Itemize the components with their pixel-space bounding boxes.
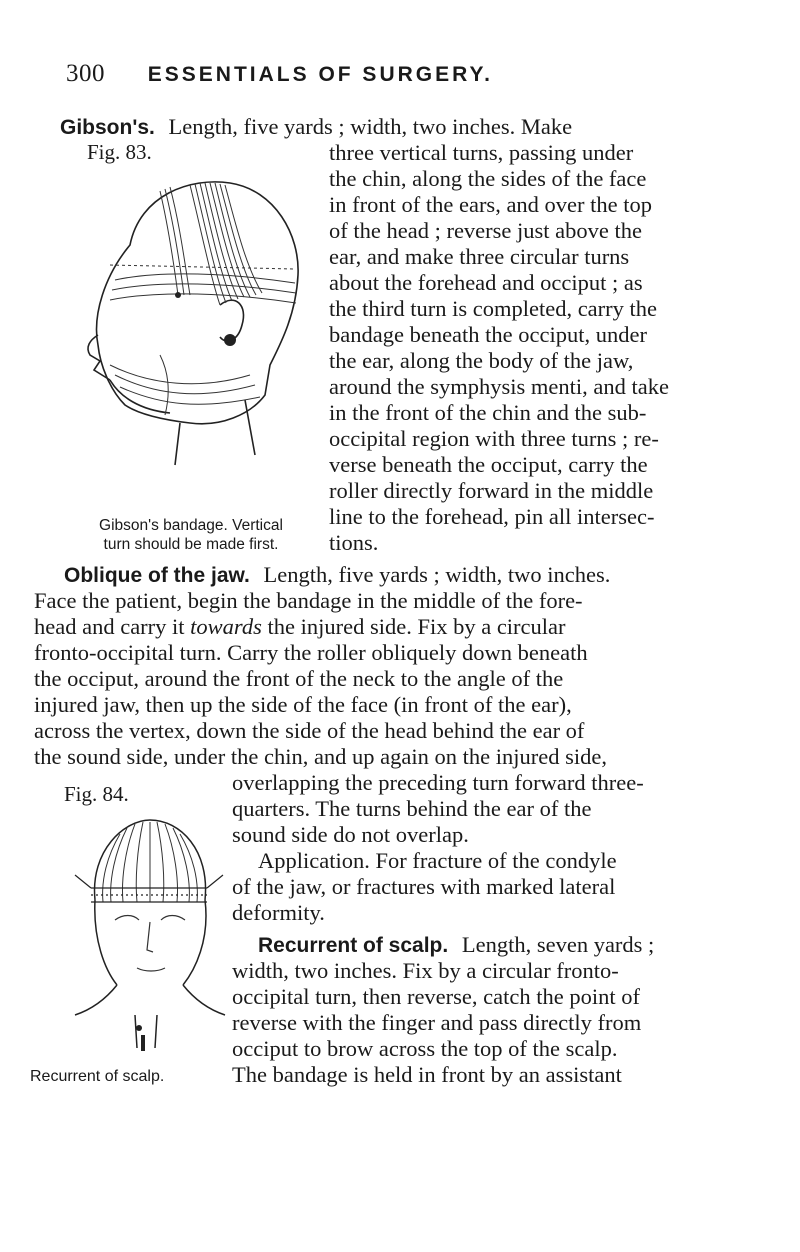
running-title: ESSENTIALS OF SURGERY. [147,63,494,86]
gibson-line-0: Length, five yards ; width, two inches. Make [168,114,573,139]
recurrent-line-1: width, two inches. Fix by a circular fronto- [232,958,619,983]
recurrent-line-5: The bandage is held in front by an assistant [232,1062,622,1087]
fig84-label: Fig. 84. [64,782,129,806]
oblique-line-first: Length, five yards ; width, two inches. [263,562,611,587]
gibson-line-11: in the front of the chin and the sub- [329,400,647,425]
running-header [66,60,493,88]
oblique-line-7: across the vertex, down the side of the head behind the ear of [34,718,585,743]
oblique-line-2: Face the patient, begin the bandage in the middle of the fore- [34,588,583,613]
gibson-heading: Gibson's. [60,116,155,139]
oblique-line-8: the sound side, under the chin, and up again on the injured side, [34,744,607,769]
application-line-2: of the jaw, or fractures with marked lateral [232,874,616,899]
oblique-line-3-emphasis: towards [190,614,262,639]
recurrent-line-4: occiput to brow across the top of the scalp. [232,1036,618,1061]
page-number: 300 [66,60,105,87]
recurrent-line-2: occipital turn, then reverse, catch the point of [232,984,640,1009]
gibson-line-15: line to the forehead, pin all intersec- [329,504,655,529]
gibson-line-5: ear, and make three circular turns [329,244,630,269]
recurrent-line-3: reverse with the finger and pass directly from [232,1010,642,1035]
oblique-line-10: quarters. The turns behind the ear of the [232,796,592,821]
oblique-line-4: fronto-occipital turn. Carry the roller obliquely down beneath [34,640,588,665]
oblique-line-5: the occiput, around the front of the neck to the angle of the [34,666,564,691]
gibson-line-9: the ear, along the body of the jaw, [329,348,634,373]
recurrent-first-line [258,932,654,959]
oblique-line-3-post: the injured side. Fix by a circular [261,614,566,639]
gibson-first-line [60,114,572,141]
gibson-line-7: the third turn is completed, carry the [329,296,658,321]
gibson-line-1: three vertical turns, passing under [329,140,634,165]
gibson-line-14: roller directly forward in the middle [329,478,654,503]
gibson-line-13: verse beneath the occiput, carry the [329,452,648,477]
oblique-line-3-pre: head and carry it [34,614,191,639]
oblique-line-6: injured jaw, then up the side of the face (in front of the ear), [34,692,572,717]
application-line-3: deformity. [232,900,325,925]
fig84-illustration [65,810,230,1055]
application-line-1: Application. For fracture of the condyle [258,848,617,873]
gibson-line-4: of the head ; reverse just above the [329,218,643,243]
fig83-illustration [70,165,320,505]
fig83-label: Fig. 83. [87,140,152,164]
gibson-line-3: in front of the ears, and over the top [329,192,653,217]
oblique-first-line [64,562,610,589]
oblique-heading: Oblique of the jaw. [64,564,250,587]
gibson-line-8: bandage beneath the occiput, under [329,322,647,347]
gibson-line-10: around the symphysis menti, and take [329,374,669,399]
oblique-line-3 [34,614,566,640]
fig83-caption [56,516,326,554]
gibson-line-6: about the forehead and occiput ; as [329,270,643,295]
recurrent-heading: Recurrent of scalp. [258,934,449,957]
recurrent-line-first: Length, seven yards ; [461,932,655,957]
gibson-line-12: occipital region with three turns ; re- [329,426,659,451]
gibson-line-2: the chin, along the sides of the face [329,166,647,191]
fig83-caption-line2: turn should be made first. [103,536,279,553]
oblique-line-9: overlapping the preceding turn forward three- [232,770,644,795]
oblique-line-11: sound side do not overlap. [232,822,469,847]
fig84-caption: Recurrent of scalp. [30,1068,165,1085]
fig83-caption-line1: Gibson's bandage. Vertical [99,517,283,534]
gibson-line-16: tions. [329,530,379,555]
